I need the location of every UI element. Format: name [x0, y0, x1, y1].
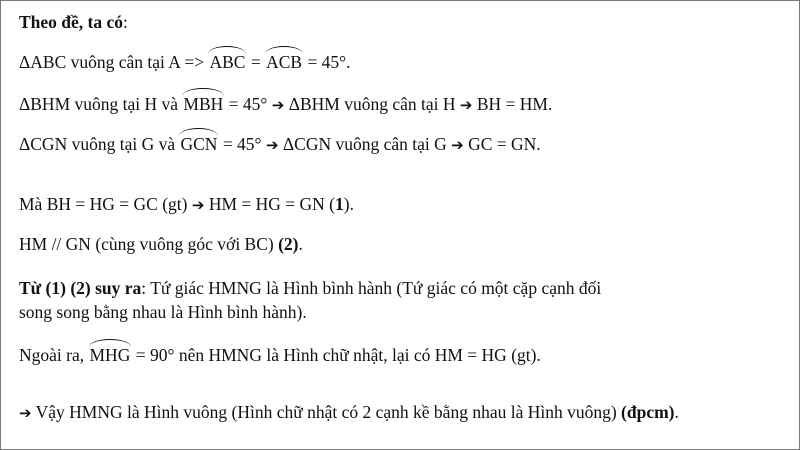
line-equal-segments — [19, 193, 354, 216]
arrow-right-icon: ➔ — [19, 404, 32, 422]
angle-gcn: GCN — [180, 134, 218, 154]
line-parallelogram-reason — [19, 301, 307, 323]
line-parallel-text-c: . — [298, 234, 303, 254]
line-equal-text-c: ). — [343, 194, 354, 214]
angle-mhg: MHG — [89, 345, 131, 365]
parallelogram-reason-text: song song bằng nhau là Hình bình hành). — [19, 302, 307, 322]
angle-acb: ACB — [266, 52, 303, 72]
line-cgn-text-d: GC = GN. — [463, 134, 541, 154]
heading-colon: : — [123, 12, 128, 32]
arrow-right-icon: ➔ — [459, 96, 473, 114]
parallelogram-text: : Tứ giác HMNG là Hình bình hành (Tứ giác có một cặp cạnh đối — [141, 278, 602, 298]
line-bhm-text-c: ΔBHM vuông cân tại H — [284, 94, 460, 114]
line-conclusion-parallelogram — [19, 277, 601, 299]
final-period: . — [674, 402, 679, 422]
angle-mbh: MBH — [183, 94, 224, 114]
line-equal-text-b: HM = HG = GN ( — [204, 194, 336, 214]
from-1-2-label: Từ (1) (2) suy ra — [19, 278, 142, 298]
line-rectangle — [19, 344, 541, 366]
line-equal-text-a: Mà BH = HG = GC (gt) — [19, 194, 192, 214]
rectangle-text-b: = 90° nên HMNG là Hình chữ nhật, lại có HM = HG (gt). — [131, 345, 541, 365]
line-bhm-text-a: ΔBHM vuông tại H và — [19, 94, 183, 114]
line-cgn-text-a: ΔCGN vuông tại G và — [19, 134, 180, 154]
line-abc-text-a: ΔABC vuông cân tại A => — [19, 52, 209, 72]
label-1: 1 — [335, 194, 344, 214]
line-cgn — [19, 133, 541, 156]
line-cgn-text-b: = 45° — [218, 134, 266, 154]
heading: Theo đề, ta có — [19, 12, 124, 32]
line-parallel-text-a: HM // GN (cùng vuông góc với BC) — [19, 234, 279, 254]
line-final-conclusion — [19, 401, 679, 424]
line-abc-text-b: = — [246, 52, 266, 72]
line-parallel — [19, 233, 303, 255]
line-abc — [19, 51, 351, 73]
arrow-right-icon: ➔ — [271, 96, 285, 114]
qed-label: (đpcm) — [621, 402, 675, 422]
line-bhm-text-b: = 45° — [224, 94, 272, 114]
label-2: (2) — [278, 234, 299, 254]
line-bhm — [19, 93, 552, 116]
line-bhm-text-d: BH = HM. — [472, 94, 553, 114]
rectangle-text-a: Ngoài ra, — [19, 345, 89, 365]
arrow-right-icon: ➔ — [451, 136, 464, 154]
heading-line — [19, 11, 128, 33]
final-text: Vậy HMNG là Hình vuông (Hình chữ nhật có 2 cạnh kề bằng nhau là Hình vuông) — [31, 402, 622, 422]
arrow-right-icon: ➔ — [191, 196, 205, 214]
angle-abc: ABC — [209, 52, 246, 72]
line-abc-text-c: = 45°. — [303, 52, 351, 72]
line-cgn-text-c: ΔCGN vuông cân tại G — [278, 134, 452, 154]
arrow-right-icon: ➔ — [265, 136, 279, 154]
